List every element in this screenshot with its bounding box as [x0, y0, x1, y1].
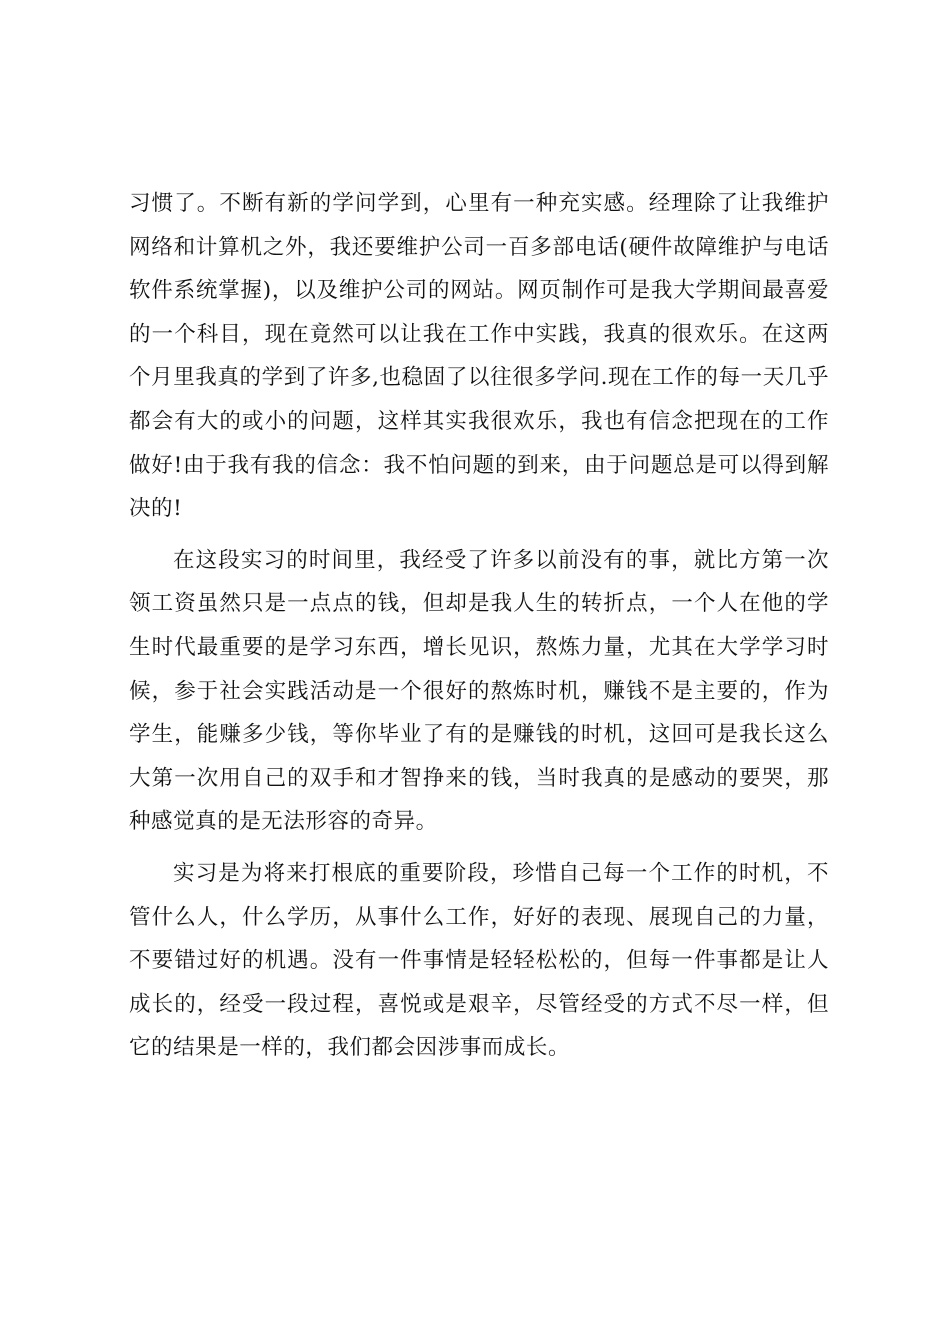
- paragraph-first-salary: 在这段实习的时间里，我经受了许多以前没有的事，就比方第一次领工资虽然只是一点点的钱，但却是我人生的转折点，一个人在他的学生时代最重要的是学习东西，增长见识，熬炼力量，尤其在大学学习时候，参于社会实践活动是一个很好的熬炼时机，赚钱不是主要的，作为学生，能赚多少钱，等你毕业了有的是赚钱的时机，这回可是我长这么大第一次用自己的双手和才智挣来的钱，当时我真的是感动的要哭，那种感觉真的是无法形容的奇异。: [129, 547, 829, 835]
- paragraph-internship-foundation: 实习是为将来打根底的重要阶段，珍惜自己每一个工作的时机，不管什么人，什么学历，从事什么工作，好好的表现、展现自己的力量，不要错过好的机遇。没有一件事情是轻轻松松的，但每一件事都是让人成长的，经受一段过程，喜悦或是艰辛，尽管经受的方式不尽一样，但它的结果是一样的，我们都会因涉事而成长。: [129, 860, 829, 1061]
- paragraph-continuation: 习惯了。不断有新的学问学到，心里有一种充实感。经理除了让我维护网络和计算机之外，我还要维护公司一百多部电话(硬件故障维护与电话软件系统掌握)，以及维护公司的网站。网页制作可是我大学期间最喜爱的一个科目，现在竟然可以让我在工作中实践，我真的很欢乐。在这两个月里我真的学到了许多,也稳固了以往很多学问.现在工作的每一天几乎都会有大的或小的问题，这样其实我很欢乐，我也有信念把现在的工作做好!由于我有我的信念：我不怕问题的到来，由于问题总是可以得到解决的!: [129, 191, 829, 522]
- document-body: [129, 182, 829, 1070]
